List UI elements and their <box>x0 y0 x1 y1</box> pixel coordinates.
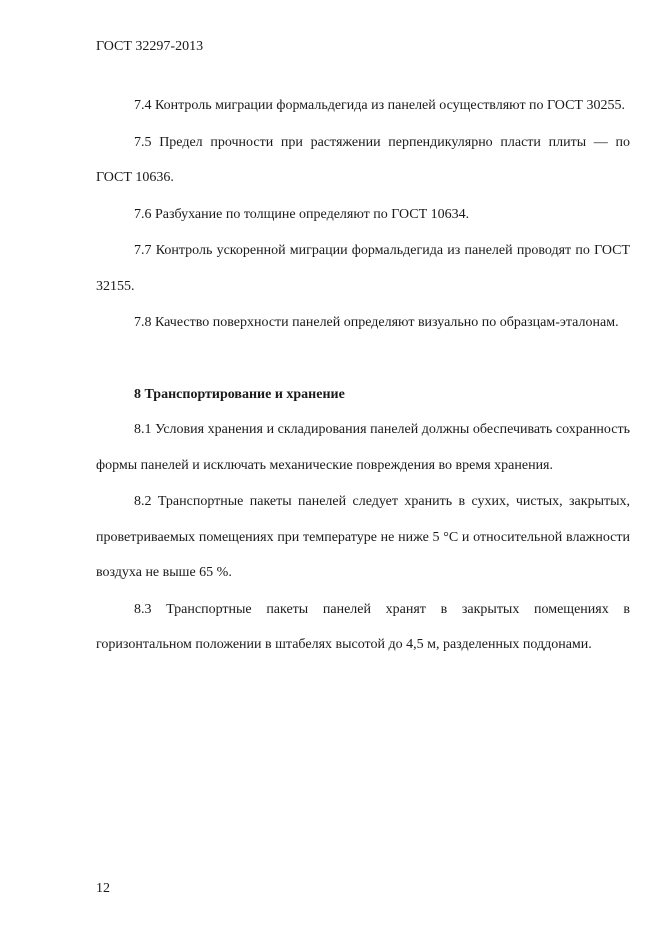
paragraph-8-1: 8.1 Условия хранения и складирования панелей должны обеспечивать сохранность формы панелей и исключать механические повреждения во время хранения. <box>96 422 630 473</box>
paragraph-7-4: 7.4 Контроль миграции формальдегида из панелей осуществляют по ГОСТ 30255. <box>134 98 625 113</box>
paragraph-8-3: 8.3 Транспортные пакеты панелей хранят в закрытых помещениях в горизонтальном положении в штабелях высотой до 4,5 м, разделенных поддонами. <box>96 601 630 652</box>
document-code-header: ГОСТ 32297-2013 <box>96 39 204 54</box>
section-8-heading: 8 Транспортирование и хранение <box>134 386 345 402</box>
paragraph-7-8: 7.8 Качество поверхности панелей определяют визуально по образцам-эталонам. <box>134 315 619 330</box>
page-number: 12 <box>96 881 110 896</box>
paragraph-8-2: 8.2 Транспортные пакеты панелей следует хранить в сухих, чистых, закрытых, проветриваемых помещениях при температуре не ниже 5 °С и относительной влажности воздуха не выше 65 %. <box>96 494 630 580</box>
paragraph-7-7: 7.7 Контроль ускоренной миграции формальдегида из панелей проводят по ГОСТ 32155. <box>96 243 630 294</box>
paragraph-7-6: 7.6 Разбухание по толщине определяют по ГОСТ 10634. <box>134 206 470 222</box>
document-body <box>96 88 630 664</box>
paragraph-7-5: 7.5 Предел прочности при растяжении перпендикулярно пласти плиты — по ГОСТ 10636. <box>96 134 630 185</box>
